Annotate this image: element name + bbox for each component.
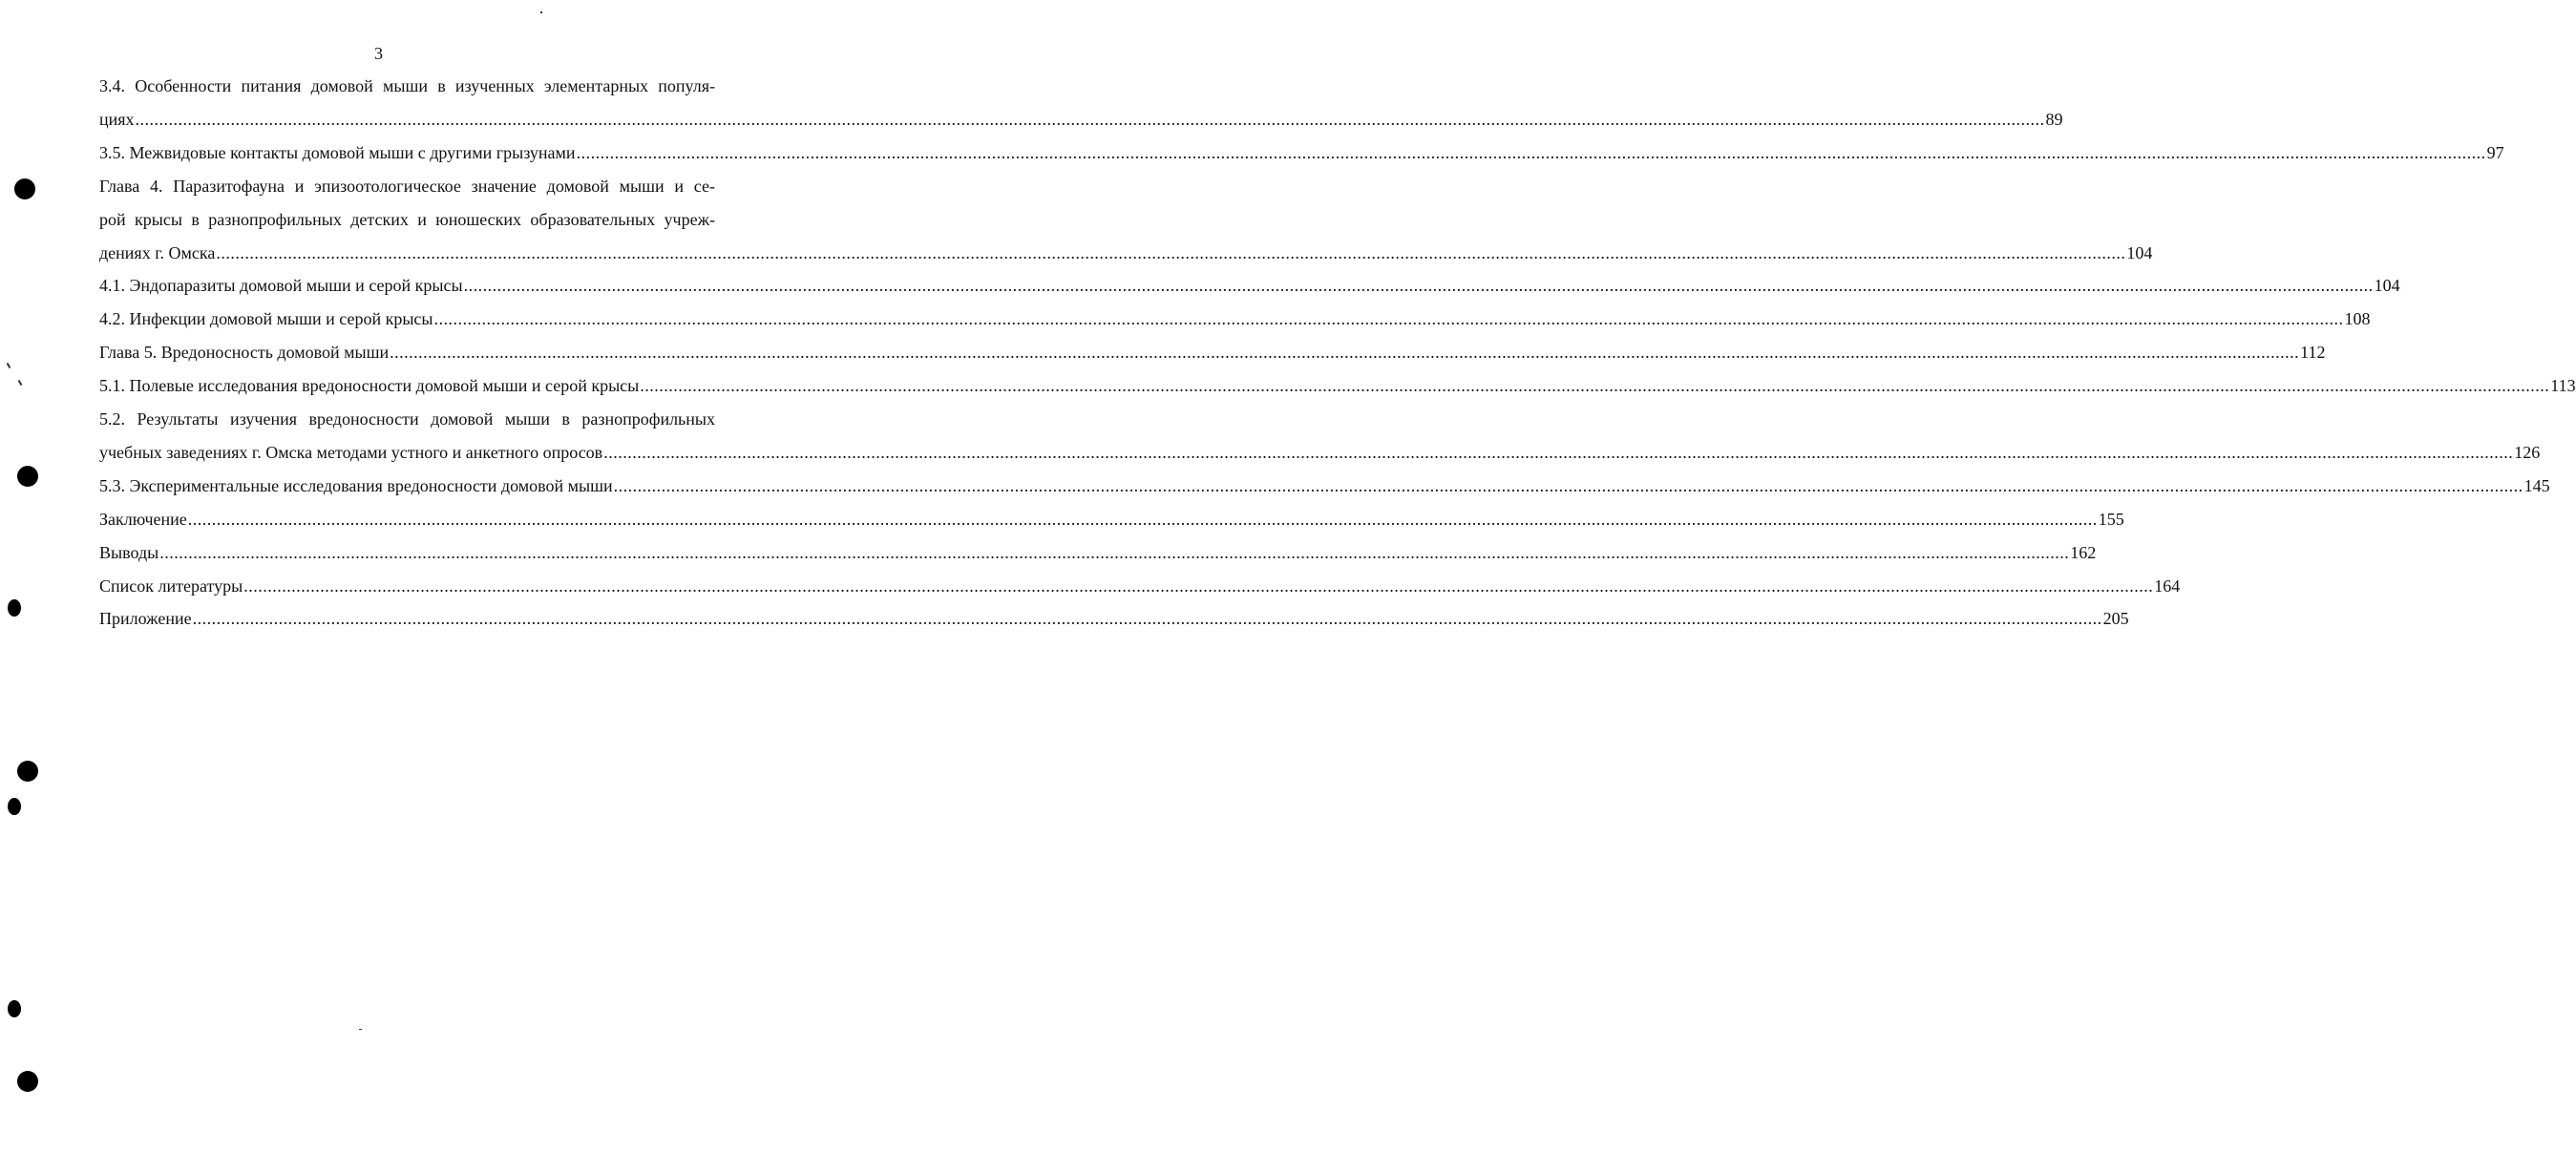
toc-entry-title: 3.5. Межвидовые контакты домовой мыши с другими грызунами xyxy=(99,142,576,162)
dot-leader: ................................................................................................................................................................................................................................................................................................................................................................................................................ xyxy=(463,276,2374,296)
toc-entry-title: Заключение xyxy=(99,509,187,529)
toc-entry-line: 5.2. Результаты изучения вредоносности домовой мыши в разнопрофильных xyxy=(99,409,715,429)
toc-entry-title: учебных заведениях г. Омска методами устного и анкетного опросов xyxy=(99,442,603,462)
toc-entry-title: 4.1. Эндопаразиты домовой мыши и серой крысы xyxy=(99,276,463,296)
toc-page-number: 205 xyxy=(2102,609,2129,629)
dot-leader: ................................................................................................................................................................................................................................................................................................................................................................................................................ xyxy=(192,609,2102,629)
binder-hole xyxy=(14,178,35,199)
toc-entry[interactable] xyxy=(99,474,2550,497)
scan-speck xyxy=(18,380,23,386)
scan-speck xyxy=(359,1029,362,1030)
toc-page-number: 108 xyxy=(2344,309,2371,329)
scan-speck xyxy=(540,11,542,13)
toc-entry-title: Глава 5. Вредоносность домовой мыши xyxy=(99,343,390,363)
toc-entry-title: Выводы xyxy=(99,542,159,562)
dot-leader: ................................................................................................................................................................................................................................................................................................................................................................................................................ xyxy=(640,376,2550,396)
toc-entry[interactable] xyxy=(99,374,2576,397)
toc-page-number: 155 xyxy=(2098,509,2124,529)
binder-hole xyxy=(8,599,21,617)
dot-leader: ................................................................................................................................................................................................................................................................................................................................................................................................................ xyxy=(433,309,2344,329)
binder-hole xyxy=(8,1000,21,1017)
toc-entry[interactable] xyxy=(99,575,2181,597)
scan-speck xyxy=(7,363,11,368)
dot-leader: ................................................................................................................................................................................................................................................................................................................................................................................................................ xyxy=(216,242,2126,262)
binder-hole xyxy=(17,1071,38,1092)
toc-entry[interactable] xyxy=(99,141,2504,164)
dot-leader: ................................................................................................................................................................................................................................................................................................................................................................................................................ xyxy=(576,142,2486,162)
toc-entry-line: Глава 4. Паразитофауна и эпизоотологическое значение домовой мыши и се- xyxy=(99,176,715,196)
dot-leader: ................................................................................................................................................................................................................................................................................................................................................................................................................ xyxy=(390,343,2300,363)
toc-entry[interactable] xyxy=(99,241,2153,264)
toc-entry[interactable] xyxy=(99,441,2541,464)
toc-page-number: 145 xyxy=(2523,475,2550,495)
binder-hole xyxy=(17,761,38,782)
toc-entry-line: 3.4. Особенности питания домовой мыши в изученных элементарных популя- xyxy=(99,76,715,95)
toc-entry[interactable] xyxy=(99,607,2129,630)
dot-leader: ................................................................................................................................................................................................................................................................................................................................................................................................................ xyxy=(603,442,2514,462)
binder-hole xyxy=(17,466,38,487)
toc-page-number: 112 xyxy=(2300,343,2326,363)
toc-page-number: 97 xyxy=(2486,142,2504,162)
toc-entry[interactable] xyxy=(99,341,2326,364)
toc-entry[interactable] xyxy=(99,307,2371,330)
toc-page-number: 164 xyxy=(2154,576,2181,596)
toc-entry-title: 4.2. Инфекции домовой мыши и серой крысы xyxy=(99,309,433,329)
toc-page-number: 104 xyxy=(2126,242,2153,262)
dot-leader: ................................................................................................................................................................................................................................................................................................................................................................................................................ xyxy=(187,509,2098,529)
dot-leader: ................................................................................................................................................................................................................................................................................................................................................................................................................ xyxy=(613,475,2523,495)
toc-entry-title: Приложение xyxy=(99,609,192,629)
dot-leader: ................................................................................................................................................................................................................................................................................................................................................................................................................ xyxy=(243,576,2154,596)
toc-page-number: 126 xyxy=(2514,442,2541,462)
toc-page-number: 162 xyxy=(2070,542,2097,562)
toc-entry-title: циях xyxy=(99,109,135,129)
toc-entry-title: Список литературы xyxy=(99,576,243,596)
toc-entry-title: 5.1. Полевые исследования вредоносности домовой мыши и серой крысы xyxy=(99,376,640,396)
toc-entry-title: 5.3. Экспериментальные исследования вредоносности домовой мыши xyxy=(99,475,613,495)
dot-leader: ................................................................................................................................................................................................................................................................................................................................................................................................................ xyxy=(159,542,2070,562)
toc-page-number: 89 xyxy=(2045,109,2063,129)
toc-entry[interactable] xyxy=(99,508,2124,531)
toc-entry[interactable] xyxy=(99,541,2097,564)
page-number: 3 xyxy=(374,44,383,63)
toc-entry[interactable] xyxy=(99,108,2063,131)
toc-entry-title: дениях г. Омска xyxy=(99,242,216,262)
dot-leader: ................................................................................................................................................................................................................................................................................................................................................................................................................ xyxy=(135,109,2045,129)
binder-hole xyxy=(8,798,21,815)
toc-page-number: 113 xyxy=(2550,376,2576,396)
toc-page-number: 104 xyxy=(2374,276,2400,296)
toc-entry-line: рой крысы в разнопрофильных детских и юношеских образовательных учреж- xyxy=(99,209,715,229)
toc-entry[interactable] xyxy=(99,274,2400,297)
